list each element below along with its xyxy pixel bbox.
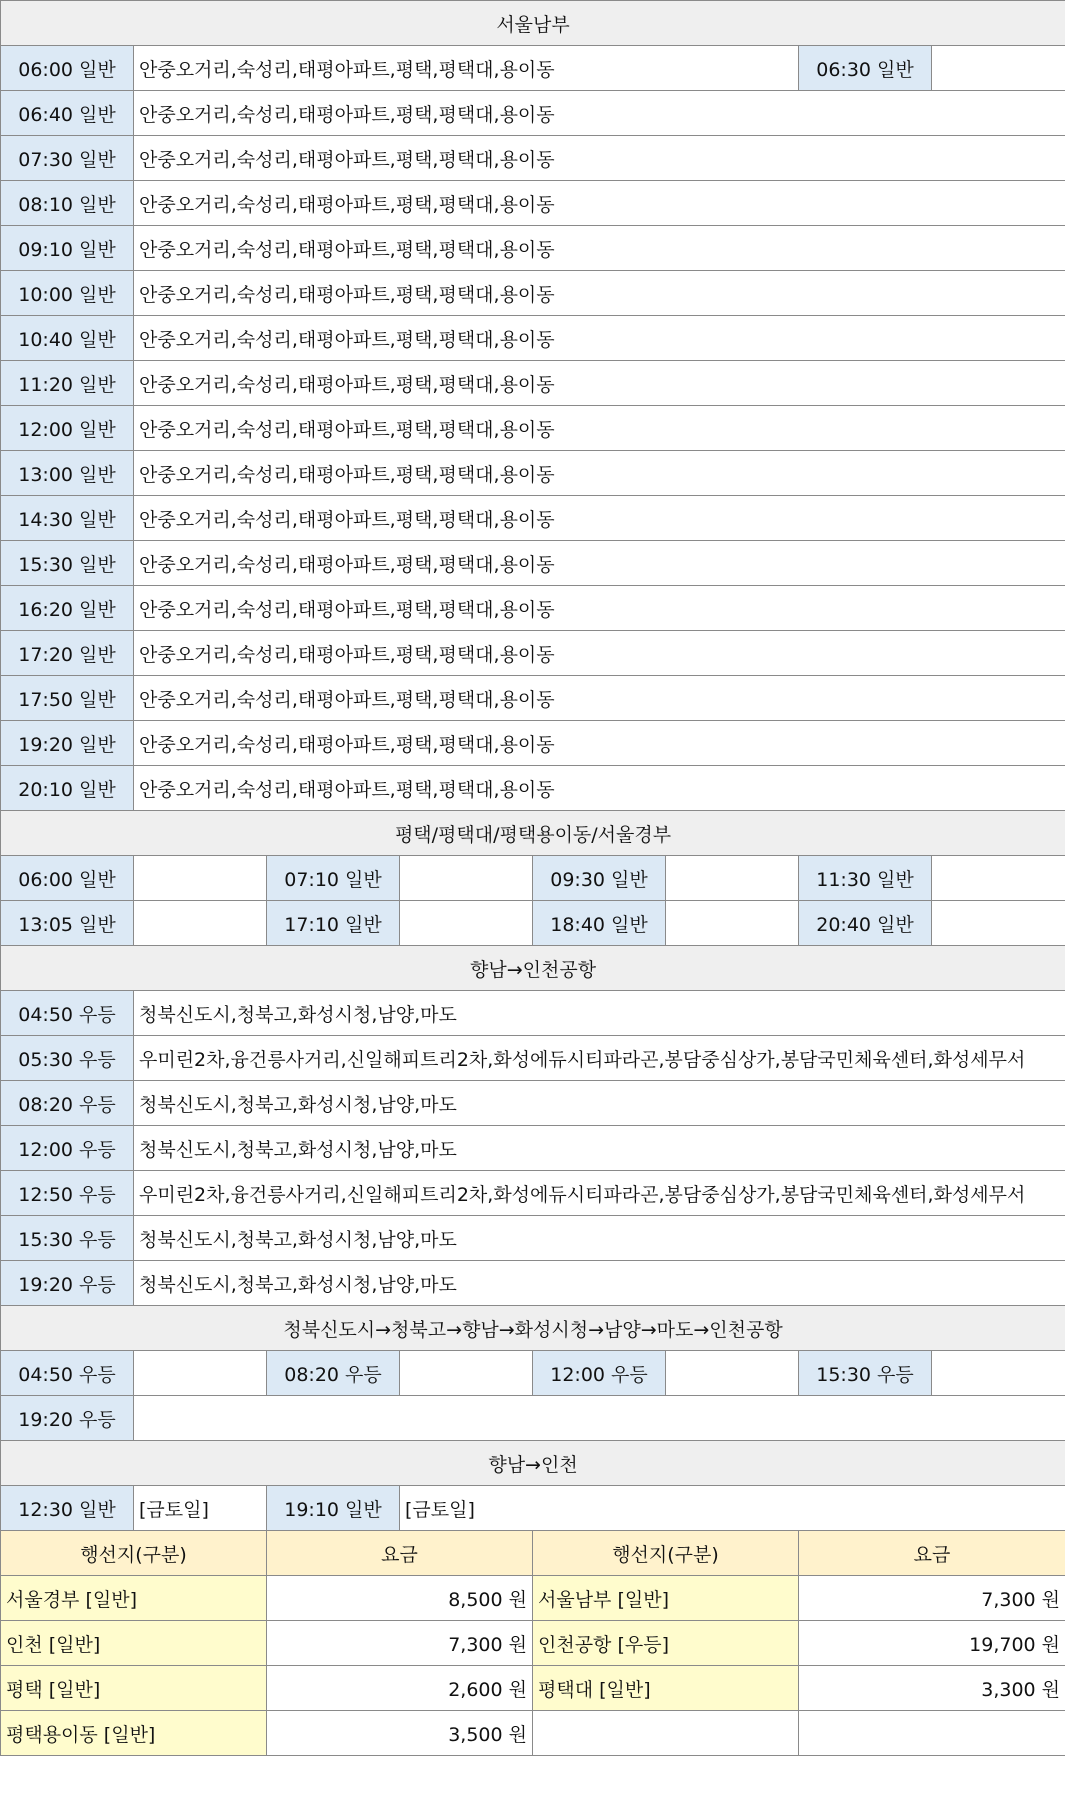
departure-time: 12:00 일반 — [1, 406, 134, 451]
fare-price-header: 요금 — [267, 1531, 533, 1576]
fare-price: 7,300 원 — [799, 1576, 1065, 1621]
empty-cell — [134, 1351, 267, 1396]
fare-price: 8,500 원 — [267, 1576, 533, 1621]
empty-cell — [932, 46, 1065, 91]
schedule-row — [1, 181, 1065, 226]
schedule-row — [1, 631, 1065, 676]
section-title: 평택/평택대/평택용이동/서울경부 — [1, 811, 1065, 856]
route-stops: 청북신도시,청북고,화성시청,남양,마도 — [134, 991, 1065, 1036]
departure-time: 05:30 우등 — [1, 1036, 134, 1081]
schedule-row — [1, 586, 1065, 631]
schedule-row — [1, 316, 1065, 361]
schedule-row — [1, 1081, 1065, 1126]
route-stops: 안중오거리,숙성리,태평아파트,평택,평택대,용이동 — [134, 676, 1065, 721]
departure-time: 15:30 일반 — [1, 541, 134, 586]
schedule-row — [1, 541, 1065, 586]
section-header-row — [1, 1, 1065, 46]
empty-cell — [400, 856, 533, 901]
route-stops: 안중오거리,숙성리,태평아파트,평택,평택대,용이동 — [134, 541, 1065, 586]
departure-time: 17:10 일반 — [267, 901, 400, 946]
departure-time: 08:20 우등 — [267, 1351, 400, 1396]
schedule-row — [1, 91, 1065, 136]
schedule-row — [1, 406, 1065, 451]
schedule-row — [1, 46, 1065, 91]
route-stops: 안중오거리,숙성리,태평아파트,평택,평택대,용이동 — [134, 496, 1065, 541]
schedule-row — [1, 676, 1065, 721]
empty-cell — [666, 1351, 799, 1396]
fare-price: 2,600 원 — [267, 1666, 533, 1711]
section-header-row — [1, 1441, 1065, 1486]
departure-time: 07:30 일반 — [1, 136, 134, 181]
schedule-row — [1, 271, 1065, 316]
departure-time: 04:50 우등 — [1, 991, 134, 1036]
departure-time: 13:00 일반 — [1, 451, 134, 496]
route-stops: 안중오거리,숙성리,태평아파트,평택,평택대,용이동 — [134, 631, 1065, 676]
empty-cell — [400, 1351, 533, 1396]
fare-destination: 평택대 [일반] — [533, 1666, 799, 1711]
route-stops: 안중오거리,숙성리,태평아파트,평택,평택대,용이동 — [134, 316, 1065, 361]
fare-price: 19,700 원 — [799, 1621, 1065, 1666]
section-title: 서울남부 — [1, 1, 1065, 46]
section-header-row — [1, 811, 1065, 856]
departure-time: 19:20 우등 — [1, 1396, 134, 1441]
route-stops: 청북신도시,청북고,화성시청,남양,마도 — [134, 1216, 1065, 1261]
empty-cell — [799, 1711, 1065, 1756]
route-stops: 안중오거리,숙성리,태평아파트,평택,평택대,용이동 — [134, 136, 1065, 181]
schedule-row — [1, 1126, 1065, 1171]
section-title: 향남→인천공항 — [1, 946, 1065, 991]
schedule-row — [1, 361, 1065, 406]
schedule-row — [1, 721, 1065, 766]
departure-time: 09:10 일반 — [1, 226, 134, 271]
schedule-row — [1, 1261, 1065, 1306]
fare-row — [1, 1621, 1065, 1666]
empty-cell — [666, 901, 799, 946]
departure-time: 06:00 일반 — [1, 856, 134, 901]
departure-time: 08:10 일반 — [1, 181, 134, 226]
empty-cell — [134, 901, 267, 946]
departure-time: 20:10 일반 — [1, 766, 134, 811]
fare-destination: 서울경부 [일반] — [1, 1576, 267, 1621]
schedule-row — [1, 856, 1065, 901]
departure-time: 12:50 우등 — [1, 1171, 134, 1216]
route-stops: 안중오거리,숙성리,태평아파트,평택,평택대,용이동 — [134, 361, 1065, 406]
section-header-row — [1, 1306, 1065, 1351]
fare-destination: 인천공항 [우등] — [533, 1621, 799, 1666]
route-stops: 청북신도시,청북고,화성시청,남양,마도 — [134, 1261, 1065, 1306]
empty-cell — [134, 856, 267, 901]
route-stops: 안중오거리,숙성리,태평아파트,평택,평택대,용이동 — [134, 406, 1065, 451]
schedule-row — [1, 136, 1065, 181]
departure-time: 16:20 일반 — [1, 586, 134, 631]
fare-destination: 평택 [일반] — [1, 1666, 267, 1711]
schedule-row — [1, 1396, 1065, 1441]
route-stops: 안중오거리,숙성리,태평아파트,평택,평택대,용이동 — [134, 226, 1065, 271]
departure-time: 07:10 일반 — [267, 856, 400, 901]
section-header-row — [1, 946, 1065, 991]
route-stops: 안중오거리,숙성리,태평아파트,평택,평택대,용이동 — [134, 451, 1065, 496]
departure-time: 04:50 우등 — [1, 1351, 134, 1396]
schedule-note: [금토일] — [400, 1486, 1065, 1531]
departure-time: 09:30 일반 — [533, 856, 666, 901]
fare-price: 3,300 원 — [799, 1666, 1065, 1711]
route-stops: 우미린2차,융건릉사거리,신일해피트리2차,화성에듀시티파라곤,봉담중심상가,봉담국민체육센터,화성세무서 — [134, 1036, 1065, 1081]
departure-time: 12:00 우등 — [1, 1126, 134, 1171]
section-title: 향남→인천 — [1, 1441, 1065, 1486]
departure-time: 12:00 우등 — [533, 1351, 666, 1396]
departure-time: 10:40 일반 — [1, 316, 134, 361]
departure-time: 19:20 우등 — [1, 1261, 134, 1306]
fare-destination: 평택용이동 [일반] — [1, 1711, 267, 1756]
empty-cell — [932, 856, 1065, 901]
empty-cell — [932, 901, 1065, 946]
schedule-row — [1, 226, 1065, 271]
fare-row — [1, 1666, 1065, 1711]
departure-time: 17:50 일반 — [1, 676, 134, 721]
route-stops: 청북신도시,청북고,화성시청,남양,마도 — [134, 1126, 1065, 1171]
section-title: 청북신도시→청북고→향남→화성시청→남양→마도→인천공항 — [1, 1306, 1065, 1351]
fare-price: 7,300 원 — [267, 1621, 533, 1666]
departure-time: 20:40 일반 — [799, 901, 932, 946]
schedule-row — [1, 451, 1065, 496]
departure-time: 18:40 일반 — [533, 901, 666, 946]
fare-destination: 인천 [일반] — [1, 1621, 267, 1666]
departure-time: 08:20 우등 — [1, 1081, 134, 1126]
departure-time: 14:30 일반 — [1, 496, 134, 541]
departure-time: 19:10 일반 — [267, 1486, 400, 1531]
schedule-row — [1, 1171, 1065, 1216]
departure-time: 11:30 일반 — [799, 856, 932, 901]
route-stops: 안중오거리,숙성리,태평아파트,평택,평택대,용이동 — [134, 46, 799, 91]
departure-time: 11:20 일반 — [1, 361, 134, 406]
route-stops: 안중오거리,숙성리,태평아파트,평택,평택대,용이동 — [134, 721, 1065, 766]
route-stops: 안중오거리,숙성리,태평아파트,평택,평택대,용이동 — [134, 271, 1065, 316]
empty-cell — [533, 1711, 799, 1756]
departure-time: 15:30 우등 — [799, 1351, 932, 1396]
route-stops: 안중오거리,숙성리,태평아파트,평택,평택대,용이동 — [134, 91, 1065, 136]
fare-destination-header: 행선지(구분) — [1, 1531, 267, 1576]
route-stops: 안중오거리,숙성리,태평아파트,평택,평택대,용이동 — [134, 181, 1065, 226]
empty-cell — [134, 1396, 1065, 1441]
route-stops: 우미린2차,융건릉사거리,신일해피트리2차,화성에듀시티파라곤,봉담중심상가,봉담국민체육센터,화성세무서 — [134, 1171, 1065, 1216]
empty-cell — [400, 901, 533, 946]
departure-time: 06:30 일반 — [799, 46, 932, 91]
departure-time: 06:40 일반 — [1, 91, 134, 136]
departure-time: 10:00 일반 — [1, 271, 134, 316]
fare-header-row — [1, 1531, 1065, 1576]
departure-time: 19:20 일반 — [1, 721, 134, 766]
departure-time: 13:05 일반 — [1, 901, 134, 946]
schedule-row — [1, 1486, 1065, 1531]
schedule-note: [금토일] — [134, 1486, 267, 1531]
departure-time: 15:30 우등 — [1, 1216, 134, 1261]
schedule-row — [1, 1351, 1065, 1396]
schedule-row — [1, 1216, 1065, 1261]
fare-price: 3,500 원 — [267, 1711, 533, 1756]
route-stops: 안중오거리,숙성리,태평아파트,평택,평택대,용이동 — [134, 586, 1065, 631]
fare-price-header: 요금 — [799, 1531, 1065, 1576]
schedule-row — [1, 496, 1065, 541]
fare-destination: 서울남부 [일반] — [533, 1576, 799, 1621]
empty-cell — [932, 1351, 1065, 1396]
schedule-row — [1, 991, 1065, 1036]
route-stops: 안중오거리,숙성리,태평아파트,평택,평택대,용이동 — [134, 766, 1065, 811]
fare-destination-header: 행선지(구분) — [533, 1531, 799, 1576]
empty-cell — [666, 856, 799, 901]
schedule-row — [1, 1036, 1065, 1081]
departure-time: 12:30 일반 — [1, 1486, 134, 1531]
departure-time: 17:20 일반 — [1, 631, 134, 676]
departure-time: 06:00 일반 — [1, 46, 134, 91]
route-stops: 청북신도시,청북고,화성시청,남양,마도 — [134, 1081, 1065, 1126]
schedule-row — [1, 901, 1065, 946]
fare-row — [1, 1576, 1065, 1621]
schedule-row — [1, 766, 1065, 811]
fare-row — [1, 1711, 1065, 1756]
